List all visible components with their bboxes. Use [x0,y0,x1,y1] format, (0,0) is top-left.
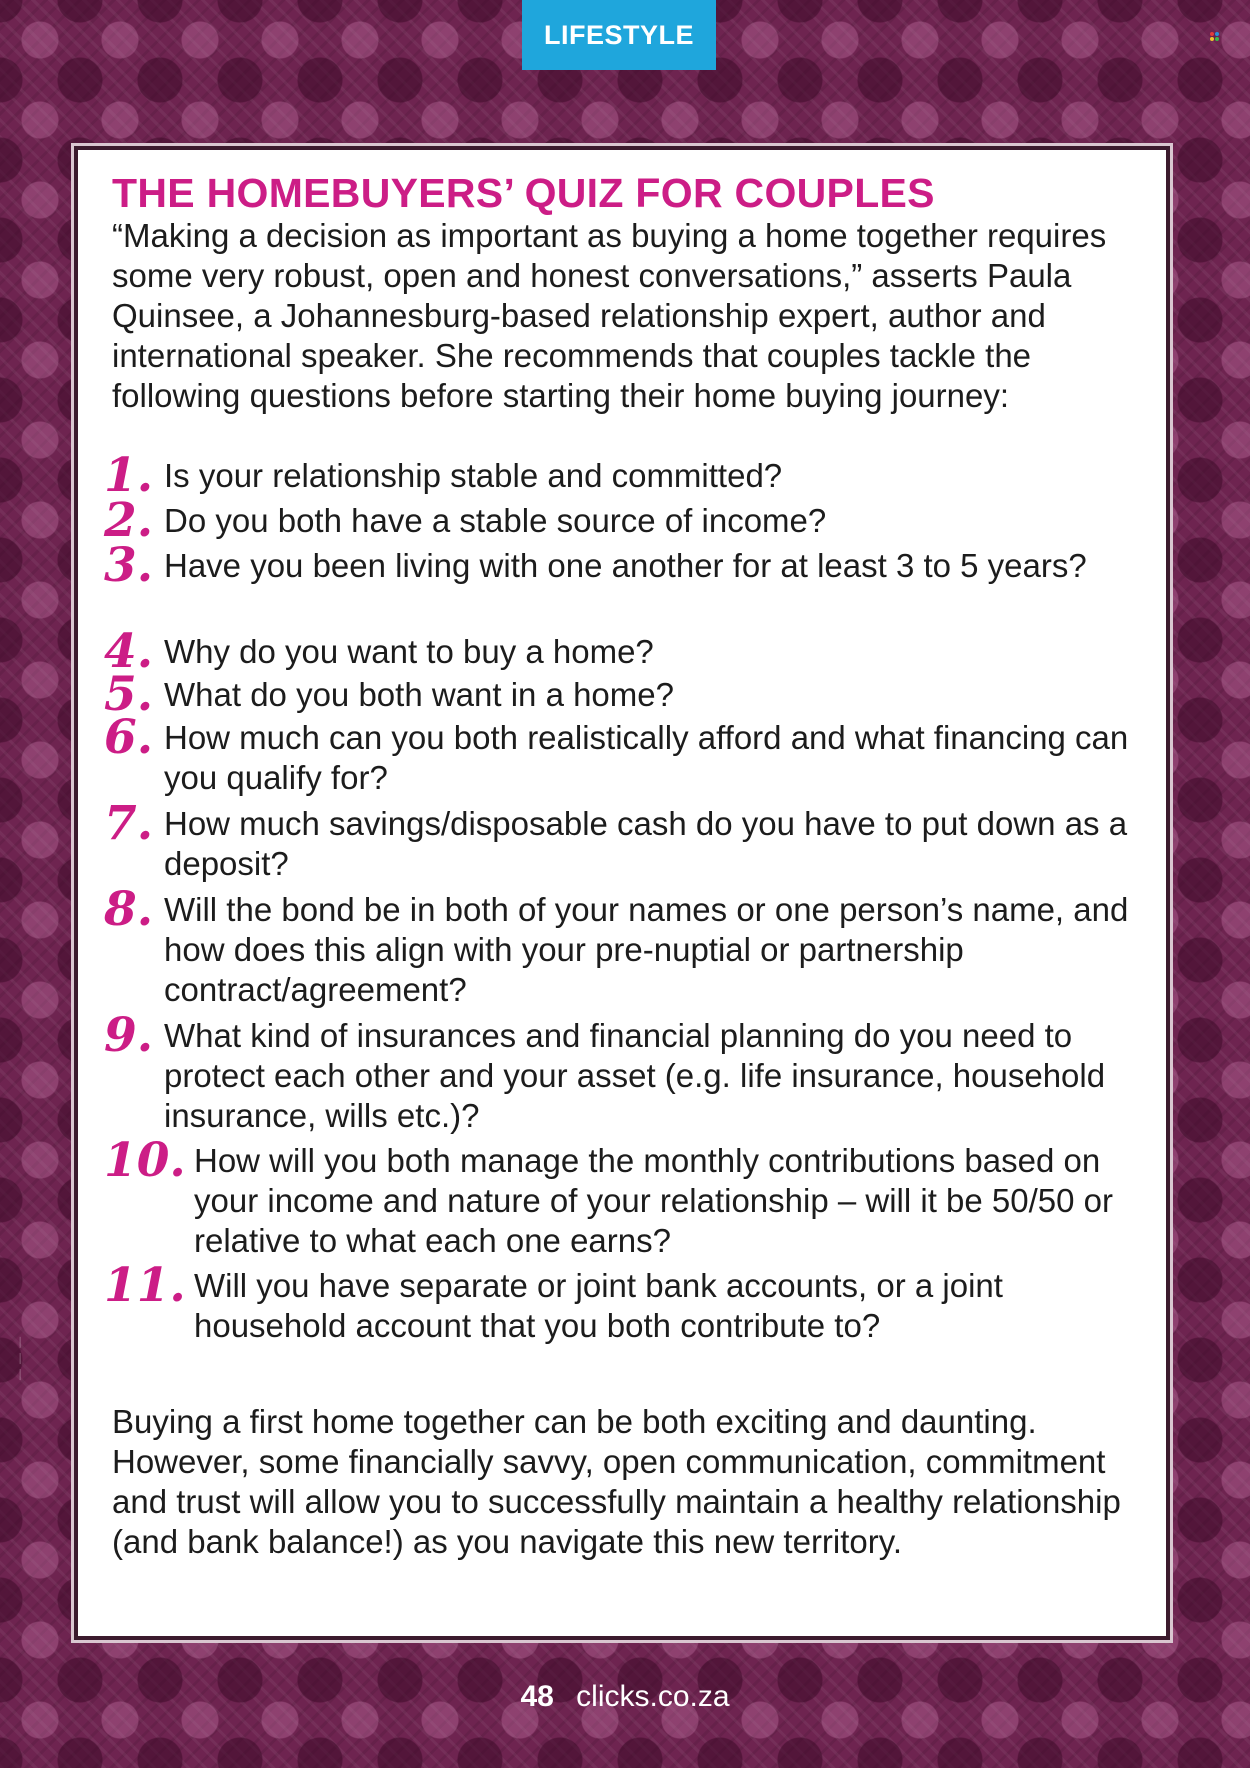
article-title: THE HOMEBUYERS’ QUIZ FOR COUPLES [112,170,935,216]
question-text: How much savings/disposable cash do you have to put down as a deposit? [164,805,1128,882]
question-text: How will you both manage the monthly contributions based on your income and nature of your relationship – will it be 50/50 or relative to what each one earns? [194,1142,1114,1259]
question-text: What kind of insurances and financial planning do you need to protect each other and your asset (e.g. life insurance, household insurance, wills etc.)? [164,1017,1106,1134]
question-item [104,882,1154,1010]
section-tab-lifestyle: LIFESTYLE [522,0,716,70]
question-number: 5. [104,667,154,722]
article-intro: “Making a decision as important as buying a home together requires some very robust, open and honest conversations,” asserts Paula Quinsee, a Johannesburg-based relationship expert, author and international speaker. She recommends that couples tackle the following questions before starting their home buying journey: [112,217,1107,414]
question-text: Will the bond be in both of your names or one person’s name, and how does this align with your pre-nuptial or partnership contract/agreement? [164,891,1129,1008]
question-number: 6. [104,710,154,765]
question-item [104,448,1154,503]
question-number: 1. [104,448,154,503]
question-text: Is your relationship stable and committed? [164,457,783,494]
page-number: 48 [520,1680,554,1713]
question-item [104,1258,1154,1346]
question-number: 4. [104,624,154,679]
question-text: How much can you both realistically afford and what financing can you qualify for? [164,719,1129,796]
question-text: Will you have separate or joint bank accounts, or a joint household account that you both contribute to? [194,1267,1003,1344]
page-footer [0,1680,1250,1714]
question-number: 2. [104,493,154,548]
question-number: 10. [104,1133,186,1188]
question-number: 11. [104,1258,186,1313]
question-number: 3. [104,538,154,593]
question-text: Do you both have a stable source of income? [164,502,827,539]
question-text: Have you been living with one another for at least 3 to 5 years? [164,547,1087,584]
article-closing: Buying a first home together can be both exciting and daunting. However, some financially savvy, open communication, commitment and trust will allow you to successfully maintain a healthy relationship (and bank balance!) as you navigate this new territory. [112,1403,1121,1560]
corner-dots-icon [1210,32,1224,44]
site-url: clicks.co.za [576,1680,730,1713]
question-number: 7. [104,796,154,851]
side-decoration: — — — [14,1335,26,1380]
article-panel [74,146,1170,1640]
question-item [104,538,1154,593]
question-item [104,667,1154,722]
question-text: Why do you want to buy a home? [164,633,654,670]
question-text: What do you both want in a home? [164,676,674,713]
question-item [104,624,1154,679]
question-item [104,710,1154,798]
question-number: 8. [104,882,154,937]
question-item [104,493,1154,548]
question-item [104,1008,1154,1136]
question-number: 9. [104,1008,154,1063]
question-item [104,1133,1154,1261]
question-item [104,796,1154,884]
